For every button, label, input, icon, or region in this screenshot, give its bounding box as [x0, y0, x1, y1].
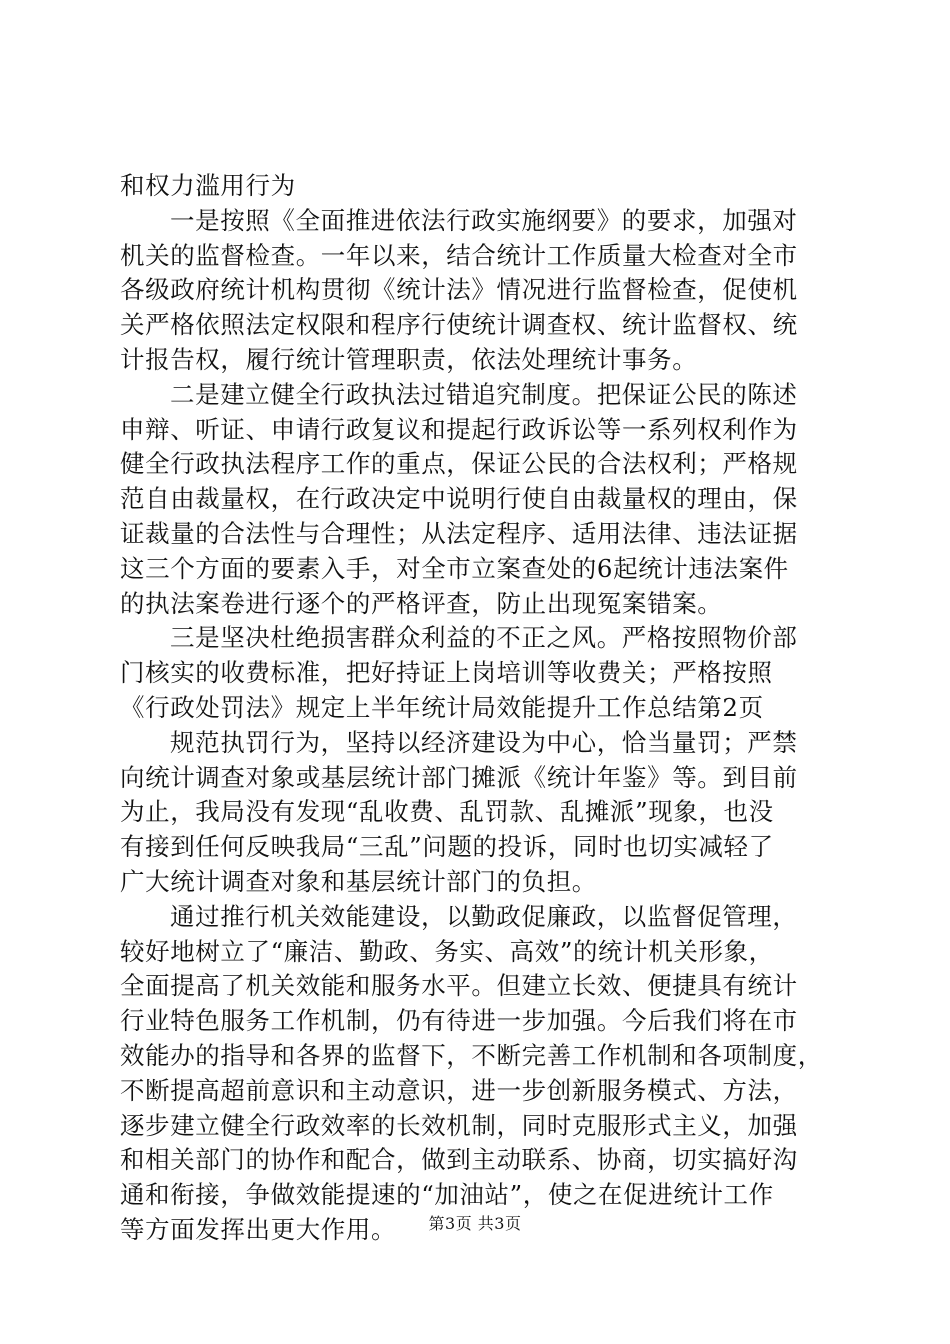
text-line: 《行政处罚法》规定上半年统计局效能提升工作总结第2页: [120, 692, 764, 722]
paragraph-start-line: 一是按照《全面推进依法行政实施纲要》的要求，加强对: [170, 205, 798, 235]
text-line: 向统计调查对象或基层统计部门摊派《统计年鉴》等。到目前: [120, 762, 798, 792]
text-line: 较好地树立了“廉洁、勤政、务实、高效”的统计机关形象，: [120, 936, 774, 966]
text-line: 关严格依照法定权限和程序行使统计调查权、统计监督权、统: [120, 310, 798, 340]
page-number-footer: 第3页 共3页: [428, 1214, 522, 1233]
document-body: [120, 169, 840, 1248]
paragraph-start-line: 通过推行机关效能建设，以勤政促廉政，以监督促管理，: [170, 901, 798, 931]
text-line: 有接到任何反映我局“三乱”问题的投诉，同时也切实减轻了: [120, 832, 774, 862]
text-line: 各级政府统计机构贯彻《统计法》情况进行监督检查，促使机: [120, 275, 798, 305]
text-line: 等方面发挥出更大作用。: [120, 1214, 397, 1244]
text-line: 和权力滥用行为: [120, 171, 296, 200]
text-line: 效能办的指导和各界的监督下，不断完善工作机制和各项制度，: [120, 1040, 823, 1070]
text-line: 全面提高了机关效能和服务水平。但建立长效、便捷具有统计: [120, 971, 798, 1001]
text-line: 范自由裁量权，在行政决定中说明行使自由裁量权的理由，保: [120, 484, 798, 514]
paragraph-start-line: 二是建立健全行政执法过错追究制度。把保证公民的陈述: [170, 379, 798, 409]
text-line: 这三个方面的要素入手，对全市立案查处的6起统计违法案件: [120, 553, 789, 583]
text-line: 为止，我局没有发现“乱收费、乱罚款、乱摊派”现象，也没: [120, 797, 774, 827]
text-line: 行业特色服务工作机制，仍有待进一步加强。今后我们将在市: [120, 1006, 798, 1036]
text-line: 和相关部门的协作和配合，做到主动联系、协商，切实搞好沟: [120, 1145, 798, 1175]
text-line: 通和衔接，争做效能提速的“加油站”，使之在促进统计工作: [120, 1180, 774, 1210]
text-line: 的执法案卷进行逐个的严格评查，防止出现冤案错案。: [120, 588, 723, 618]
text-line: 广大统计调查对象和基层统计部门的负担。: [120, 866, 597, 896]
paragraph-start-line: 三是坚决杜绝损害群众利益的不正之风。严格按照物价部: [170, 623, 798, 653]
text-line: 不断提高超前意识和主动意识，进一步创新服务模式、方法，: [120, 1075, 798, 1105]
text-line: 门核实的收费标准，把好持证上岗培训等收费关；严格按照: [120, 658, 773, 688]
text-line: 申辩、听证、申请行政复议和提起行政诉讼等一系列权利作为: [120, 414, 798, 444]
text-line: 计报告权，履行统计管理职责，依法处理统计事务。: [120, 344, 698, 374]
text-line: 机关的监督检查。一年以来，结合统计工作质量大检查对全市: [120, 240, 798, 270]
text-line: 健全行政执法程序工作的重点，保证公民的合法权利；严格规: [120, 449, 798, 479]
text-line: 证裁量的合法性与合理性；从法定程序、适用法律、违法证据: [120, 518, 798, 548]
text-line: 逐步建立健全行政效率的长效机制，同时克服形式主义，加强: [120, 1110, 798, 1140]
paragraph-start-line: 规范执罚行为，坚持以经济建设为中心，恰当量罚；严禁: [170, 727, 798, 757]
